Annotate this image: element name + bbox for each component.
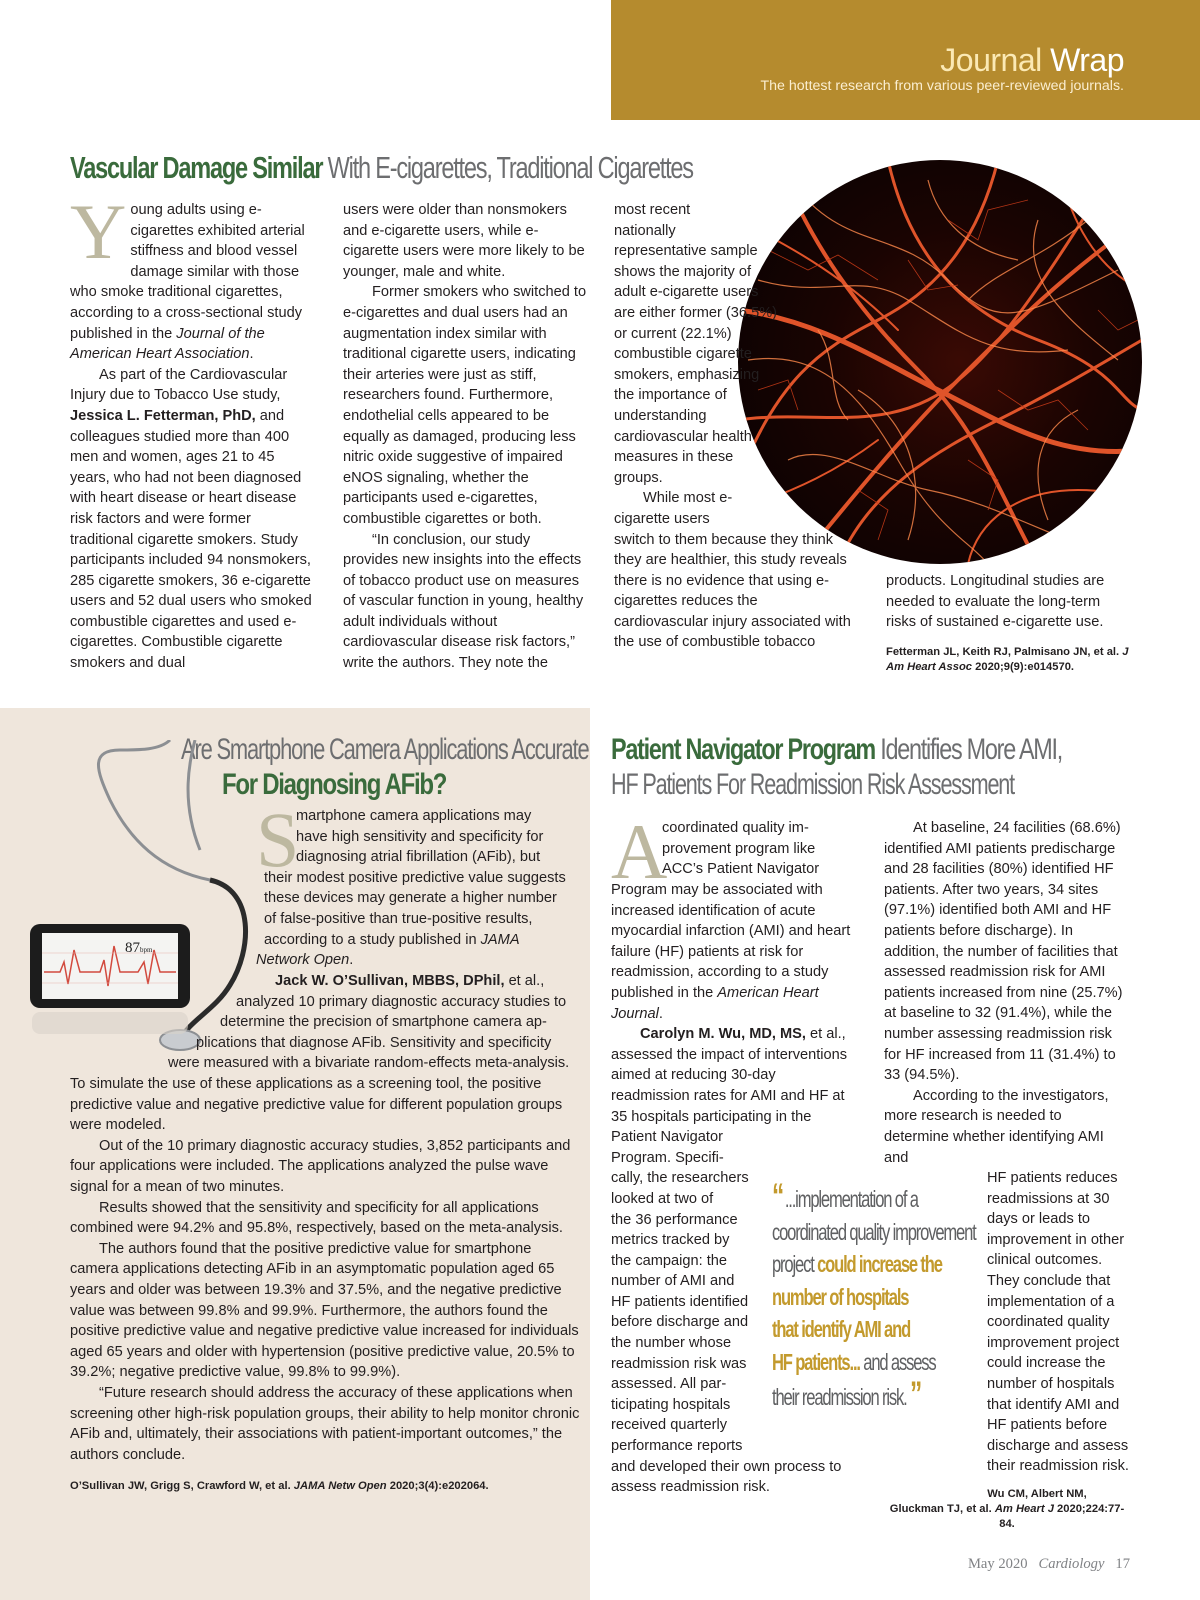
text-line: cally, the researchers xyxy=(611,1170,749,1187)
article3-paragraph-1: Program may be associated with increased identification of acute myocardial infarction (AMI) and heart failure (HF) patients at risk for readmission, according to a study published in the American Heart Journal. xyxy=(611,882,851,1022)
article1-paragraph-3: users were older than nonsmokers and e-cigarette users, while e-cigarette users were more likely to be younger, male and white. xyxy=(343,202,585,280)
phone-heart-rate: 87bpm xyxy=(125,940,153,956)
pull-quote: “ ...implementation of a coordinated quality improvement project could increase the number of hospitals that identify AMI and HF patients... and assess their readmission risk. ” xyxy=(772,1177,976,1413)
page-footer: May 2020 Cardiology 17 xyxy=(967,1556,1130,1572)
text-line: number of AMI and xyxy=(611,1273,735,1290)
text-line: that identify AMI and xyxy=(987,1396,1120,1413)
article3-paragraph-4-narrow xyxy=(987,1168,1130,1477)
article1-paragraph-2: As part of the Cardiovascular Injury due to Tobacco Use study, Jessica L. Fetterman, PhD, and colleagues studied more than 400 men and women, ages 21 to 45 years, who had not been diagnosed with heart disease or heart disease risk factors and were former traditional cigarette smokers. Study participants included 94 nonsmokers, 285 cigarette smokers, 36 e-cigarette users and 52 dual users who smoked combustible cigarettes and used e-cigarettes. Combustible cigarette smokers and dual xyxy=(70,366,312,672)
article2-paragraph-5: The authors found that the positive predictive value for smartphone camera applications detecting AFib in an asymptomatic population aged 65 years and older was between 19.3% and 37.5%, and the negative predictive value was between 99.8% and 99.9%. Furthermore, the authors found the positive predictive value and negative predictive value increased for individuals aged 65 years and older with hypertension (positive predictive value, 20.5% to 39.2%; negative predictive value, 99.8% to 99.9%). xyxy=(70,1240,579,1381)
banner-subtitle: The hottest research from various peer-reviewed journals. xyxy=(760,78,1124,94)
text-line: clinical outcomes. xyxy=(987,1252,1103,1269)
article2-paragraph-3: Out of the 10 primary diagnostic accuracy studies, 3,852 participants and four applications were included. The applications analyzed the pulse wave signal for a mean of two minutes. xyxy=(70,1137,571,1195)
text-line: HF patients identified xyxy=(611,1293,749,1310)
text-line: the number whose xyxy=(611,1335,732,1352)
article3-title-line2: HF Patients For Readmission Risk Assessment xyxy=(611,768,1015,801)
article1-paragraph-6: most recent nationally representative sample shows the majority of adult e-cigarette users are either former (36.5%) or current (22.1%) combustible cigarette smokers, emphasizing the importance of understanding cardiovascular health measures in these groups. xyxy=(614,202,778,486)
article3-paragraph-2-end: and developed their own process to assess readmission risk. xyxy=(611,1458,842,1496)
text-line: ticipating hospitals xyxy=(611,1396,731,1413)
article1-reference: Fetterman JL, Keith RJ, Palmisano JN, et al. J Am Heart Assoc 2020;9(9):e014570. xyxy=(886,645,1129,673)
open-quote-icon: “ xyxy=(772,1177,782,1215)
article1-paragraph-8: products. Longitudinal studies are needed to evaluate the long-term risks of sustained e-cigarette use. xyxy=(886,573,1105,631)
text-line: implementation of a xyxy=(987,1293,1115,1310)
banner-title: Journal Wrap xyxy=(940,42,1124,78)
article1-column-4 xyxy=(886,571,1130,675)
article3-title-line1: Patient Navigator Program Identifies More AMI, xyxy=(611,733,1063,766)
article2-paragraph-2-wrapped: Jack W. O’Sullivan, MBBS, DPhil, et al., analyzed 10 primary diagnostic accuracy studies to determine the precision of smartphone camera ap- plications that diagnose AFib. Sensitivity and specificity were measured with a bivariate random-effects meta-analysis. xyxy=(168,973,570,1072)
text-line: received quarterly xyxy=(611,1417,727,1434)
text-line: their readmission risk. xyxy=(987,1458,1129,1475)
article2-paragraph-2-rest: To simulate the use of these applications as a screening tool, the positive predictive value and negative predictive value for different population groups were modeled. xyxy=(70,1076,563,1134)
article2-paragraph-6: “Future research should address the accuracy of these applications when screening other high-risk population groups, their ability to help monitor chronic AFib and, ultimately, their associations with patient-important outcomes,” the authors conclude. xyxy=(70,1384,580,1463)
drop-cap: A xyxy=(611,808,668,895)
text-line: the 36 performance xyxy=(611,1211,738,1228)
article2-paragraph-4: Results showed that the sensitivity and specificity for all applications combined were 94.2% and 95.8%, respectively, based on the meta-analysis. xyxy=(70,1199,563,1237)
text-line: HF patients before xyxy=(987,1417,1108,1434)
article2-reference: O’Sullivan JW, Grigg S, Crawford W, et al. JAMA Netw Open 2020;3(4):e202064. xyxy=(70,1480,489,1493)
article3-reference: Wu CM, Albert NM, Gluckman TJ, et al. Am Heart J 2020;224:77-84. xyxy=(889,1488,1125,1530)
text-line: before discharge and xyxy=(611,1314,749,1331)
article1-paragraph-7: While most e-cigarette users switch to them because they think they are healthier, this study reveals there is no evidence that using e-cigarettes reduces the cardiovascular injury associated with the use of combustible tobacco xyxy=(614,490,851,651)
text-line: discharge and assess xyxy=(987,1437,1129,1454)
text-line: performance reports xyxy=(611,1438,743,1455)
close-quote-icon: ” xyxy=(910,1375,920,1413)
journal-wrap-banner xyxy=(611,0,1200,120)
text-line: assessed. All par- xyxy=(611,1376,727,1393)
article3-column-1: A coordinated quality im- provement program like ACC’s Patient Navigator Program may be associated with increased identification of acute myocardial infarction (AMI) and heart failure (HF) patients at risk for readmission, according to a study published in the American Heart Journal. Carolyn M. Wu, MD, MS, et al., assessed the impact of interventions aimed at reducing 30-day readmission rates for AMI and HF at 35 hospitals participating in the Patient Navigator Program. Specifi- cally, the researchers looked at two of the 36 performance metrics tracked by the campaign: the number of AMI and HF patients identified before discharge and the number whose readmission risk was assessed. All par- ticipating hospitals received quarterly performance reports and developed their own process to assess readmission risk. xyxy=(611,818,856,1498)
article1-title: Vascular Damage Similar With E-cigarettes, Traditional Cigarettes xyxy=(70,150,693,185)
article1-column-1 xyxy=(70,188,314,674)
article3-column-2 xyxy=(884,818,1130,1532)
article3-paragraph-2: Carolyn M. Wu, MD, MS, et al., assessed the impact of interventions aimed at reducing 30-day readmission rates for AMI and HF at 35 hospitals participating in the Patient Navigator xyxy=(611,1026,848,1146)
text-line: looked at two of xyxy=(611,1190,714,1207)
article2-body xyxy=(70,796,580,1494)
article2-title-line2: For Diagnosing AFib? xyxy=(222,768,447,801)
text-line: the campaign: the xyxy=(611,1252,728,1269)
article3-paragraph-3: At baseline, 24 facilities (68.6%) identified AMI patients predischarge and 28 facilities (80%) identified HF patients. After two years, 34 sites (97.1%) identified both AMI and HF patients before discharge). In addition, the number of facilities that assessed readmission risk for AMI patients increased from nine (25.7%) at baseline to 32 (91.4%), while the number assessing readmission risk for HF increased from 11 (31.4%) to 33 (94.5%). xyxy=(884,820,1123,1084)
article1-paragraph-5: “In conclusion, our study provides new insights into the effects of tobacco product use on measures of vascular function in young, healthy adult individuals without cardiovascular disease risk factors,” write the authors. They note the xyxy=(343,531,584,672)
article1-column-2 xyxy=(343,200,587,674)
text-line: could increase the xyxy=(987,1355,1106,1372)
text-line: metrics tracked by xyxy=(611,1232,730,1249)
text-line: readmission risk was xyxy=(611,1355,747,1372)
drop-cap: S xyxy=(256,796,300,883)
text-line: improvement in other xyxy=(987,1231,1125,1248)
article2-title-line1: Are Smartphone Camera Applications Accurate xyxy=(181,733,589,766)
article1-paragraph-4: Former smokers who switched to e-cigarettes and dual users had an augmentation index similar with traditional cigarette users, indicating their arteries were just as stiff, researchers found. Furthermore, endothelial cells appeared to be equally as damaged, producing less nitric oxide suggestive of impaired eNOS signaling, whether the participants used e-cigarettes, combustible cigarettes or both. xyxy=(343,284,587,527)
article3-paragraph-4: According to the investigators, more research is needed to determine whether identifying AMI and xyxy=(884,1087,1109,1166)
article1-column-3 xyxy=(614,200,854,653)
article1-paragraph-1: Young adults using e-cigarettes exhibited arterial stiffness and blood vessel damage similar with those who smoke traditional cigarettes, according to a cross-sectional study published in the Journal of the American Heart Association. xyxy=(70,188,305,363)
text-line: Program. Specifi- xyxy=(611,1149,724,1166)
text-line: They conclude that xyxy=(987,1273,1111,1290)
drop-cap: Y xyxy=(70,188,127,275)
text-line: days or leads to xyxy=(987,1211,1091,1228)
text-line: improvement project xyxy=(987,1334,1120,1351)
text-line: HF patients reduces xyxy=(987,1170,1118,1187)
text-line: readmissions at 30 xyxy=(987,1190,1110,1207)
text-line: coordinated quality xyxy=(987,1314,1110,1331)
article2-intro: S martphone camera applications may have high sensitivity and specificity for diagnosing atrial fibrillation (AFib), but their modest positive predictive value suggests these devices may generate a higher number of false-positive than true-positive results, according to a study published in JAMA Network Open. xyxy=(256,796,566,969)
text-line: number of hospitals xyxy=(987,1376,1115,1393)
